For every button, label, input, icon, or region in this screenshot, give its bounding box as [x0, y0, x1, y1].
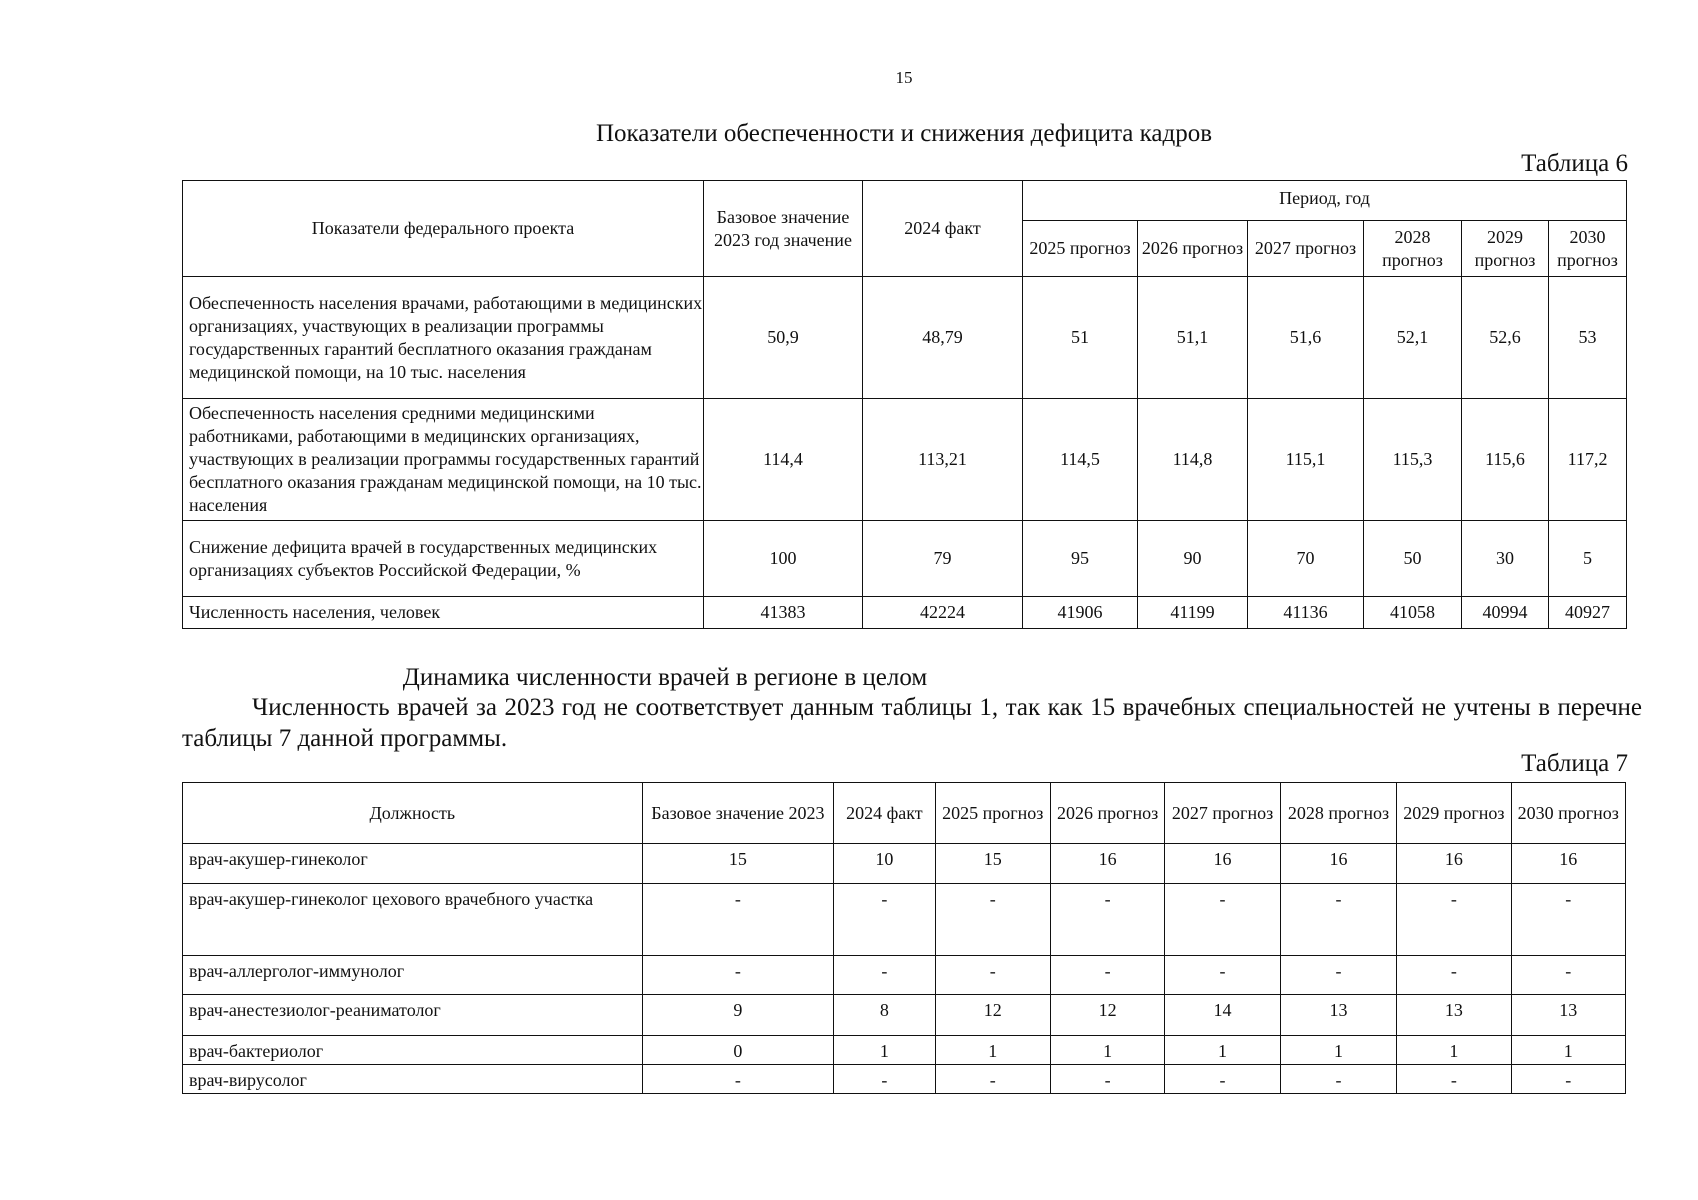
position-cell: врач-вирусолог [183, 1065, 643, 1094]
position-cell: врач-анестезиолог-реаниматолог [183, 995, 643, 1036]
value-cell: 1 [1511, 1036, 1625, 1065]
table7-paragraph: Численность врачей за 2023 год не соответствует данным таблицы 1, так как 15 врачебных специальностей не учтены в перечне таблицы 7 данной программы. [182, 694, 1642, 752]
table6 [182, 180, 1627, 629]
value-cell: 14 [1165, 995, 1280, 1036]
value-cell: 16 [1165, 844, 1280, 884]
header-position: Должность [183, 783, 643, 844]
header-column: 2027 прогноз [1165, 783, 1280, 844]
value-cell: - [1511, 956, 1625, 995]
value-cell: 79 [863, 521, 1023, 597]
value-cell: 41906 [1023, 597, 1138, 629]
value-cell: - [1165, 1065, 1280, 1094]
value-cell: 115,1 [1248, 399, 1364, 521]
table-row [183, 1036, 1626, 1065]
value-cell: - [935, 956, 1050, 995]
value-cell: 41383 [704, 597, 863, 629]
value-cell: - [1280, 884, 1396, 956]
value-cell: 12 [935, 995, 1050, 1036]
position-cell: врач-акушер-гинеколог [183, 844, 643, 884]
value-cell: 16 [1280, 844, 1396, 884]
value-cell: 51,1 [1138, 277, 1248, 399]
header-column: 2029 прогноз [1397, 783, 1511, 844]
value-cell: - [1165, 884, 1280, 956]
value-cell: 1 [1280, 1036, 1396, 1065]
table-row [183, 521, 1627, 597]
header-column: 2026 прогноз [1050, 783, 1164, 844]
value-cell: 13 [1397, 995, 1511, 1036]
table-row [183, 956, 1626, 995]
header-column: 2030 прогноз [1511, 783, 1625, 844]
value-cell: 13 [1280, 995, 1396, 1036]
value-cell: 50 [1364, 521, 1462, 597]
header-column: Базовое значение 2023 [642, 783, 834, 844]
value-cell: 16 [1511, 844, 1625, 884]
indicator-cell: Численность населения, человек [183, 597, 704, 629]
value-cell: 100 [704, 521, 863, 597]
header-column: 2025 прогноз [935, 783, 1050, 844]
value-cell: - [1397, 956, 1511, 995]
value-cell: 114,8 [1138, 399, 1248, 521]
value-cell: 115,6 [1462, 399, 1549, 521]
value-cell: 10 [834, 844, 935, 884]
value-cell: - [834, 884, 935, 956]
value-cell: - [642, 884, 834, 956]
indicator-cell: Снижение дефицита врачей в государственных медицинских организациях субъектов Российской Федерации, % [183, 521, 704, 597]
value-cell: 16 [1397, 844, 1511, 884]
indicator-cell: Обеспеченность населения врачами, работающими в медицинских организациях, участвующих в реализации программы государственных гарантий бесплатного оказания гражданам медицинской помощи, на 10 тыс. населения [183, 277, 704, 399]
value-cell: 13 [1511, 995, 1625, 1036]
value-cell: 42224 [863, 597, 1023, 629]
header-column: 2024 факт [834, 783, 935, 844]
header-year: 2028 прогноз [1364, 221, 1462, 277]
table-row [183, 597, 1627, 629]
value-cell: 8 [834, 995, 935, 1036]
value-cell: - [1511, 1065, 1625, 1094]
table6-label: Таблица 6 [1521, 150, 1628, 177]
value-cell: 15 [935, 844, 1050, 884]
value-cell: 48,79 [863, 277, 1023, 399]
value-cell: 90 [1138, 521, 1248, 597]
position-cell: врач-акушер-гинеколог цехового врачебного участка [183, 884, 643, 956]
value-cell: 41136 [1248, 597, 1364, 629]
header-year: 2029 прогноз [1462, 221, 1549, 277]
value-cell: - [1397, 1065, 1511, 1094]
value-cell: 16 [1050, 844, 1164, 884]
table-row [183, 995, 1626, 1036]
value-cell: - [935, 1065, 1050, 1094]
value-cell: - [1050, 1065, 1164, 1094]
value-cell: - [642, 956, 834, 995]
value-cell: 1 [1397, 1036, 1511, 1065]
value-cell: - [642, 1065, 834, 1094]
value-cell: 1 [935, 1036, 1050, 1065]
table-row [183, 844, 1626, 884]
value-cell: 41058 [1364, 597, 1462, 629]
value-cell: 50,9 [704, 277, 863, 399]
value-cell: 51,6 [1248, 277, 1364, 399]
value-cell: 115,3 [1364, 399, 1462, 521]
value-cell: 70 [1248, 521, 1364, 597]
value-cell: - [1165, 956, 1280, 995]
table-row [183, 399, 1627, 521]
value-cell: 9 [642, 995, 834, 1036]
value-cell: - [1280, 956, 1396, 995]
indicator-cell: Обеспеченность населения средними медицинскими работниками, работающими в медицинских организациях, участвующих в реализации программы государственных гарантий бесплатного оказания гражданам медицинской помощи, на 10 тыс. населения [183, 399, 704, 521]
table7 [182, 782, 1626, 1094]
value-cell: 52,1 [1364, 277, 1462, 399]
value-cell: 52,6 [1462, 277, 1549, 399]
table7-label: Таблица 7 [1521, 750, 1628, 777]
value-cell: 12 [1050, 995, 1164, 1036]
header-year: 2027 прогноз [1248, 221, 1364, 277]
value-cell: 117,2 [1549, 399, 1627, 521]
value-cell: 41199 [1138, 597, 1248, 629]
header-year: 2030 прогноз [1549, 221, 1627, 277]
header-year: 2025 прогноз [1023, 221, 1138, 277]
value-cell: 114,5 [1023, 399, 1138, 521]
value-cell: 40994 [1462, 597, 1549, 629]
value-cell: 15 [642, 844, 834, 884]
value-cell: - [935, 884, 1050, 956]
value-cell: - [1511, 884, 1625, 956]
header-fact: 2024 факт [863, 181, 1023, 277]
header-indicator: Показатели федерального проекта [183, 181, 704, 277]
position-cell: врач-аллерголог-иммунолог [183, 956, 643, 995]
position-cell: врач-бактериолог [183, 1036, 643, 1065]
table-row [183, 884, 1626, 956]
header-base: Базовое значение 2023 год значение [704, 181, 863, 277]
value-cell: 1 [1165, 1036, 1280, 1065]
value-cell: 30 [1462, 521, 1549, 597]
value-cell: - [834, 956, 935, 995]
value-cell: 5 [1549, 521, 1627, 597]
value-cell: 51 [1023, 277, 1138, 399]
value-cell: 1 [834, 1036, 935, 1065]
table7-section-title: Динамика численности врачей в регионе в целом [402, 664, 928, 691]
value-cell: - [1280, 1065, 1396, 1094]
table-row [183, 1065, 1626, 1094]
value-cell: 113,21 [863, 399, 1023, 521]
table6-title: Показатели обеспеченности и снижения дефицита кадров [595, 120, 1213, 147]
value-cell: - [1050, 884, 1164, 956]
table-row [183, 277, 1627, 399]
value-cell: 53 [1549, 277, 1627, 399]
value-cell: - [1397, 884, 1511, 956]
header-column: 2028 прогноз [1280, 783, 1396, 844]
value-cell: 114,4 [704, 399, 863, 521]
value-cell: 40927 [1549, 597, 1627, 629]
value-cell: 1 [1050, 1036, 1164, 1065]
value-cell: - [1050, 956, 1164, 995]
header-year: 2026 прогноз [1138, 221, 1248, 277]
value-cell: - [834, 1065, 935, 1094]
page-number: 15 [895, 68, 913, 87]
header-period: Период, год [1023, 181, 1627, 221]
value-cell: 95 [1023, 521, 1138, 597]
value-cell: 0 [642, 1036, 834, 1065]
